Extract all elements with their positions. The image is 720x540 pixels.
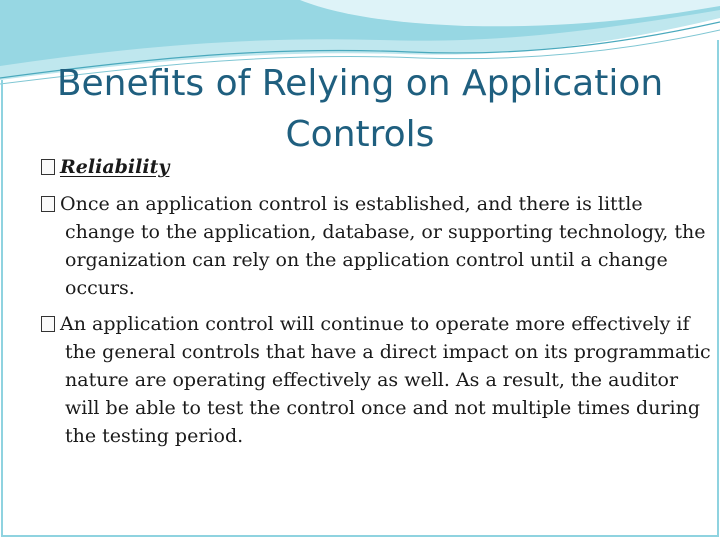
square-bullet-icon [41, 316, 55, 332]
bullet-paragraph-2 [41, 310, 715, 450]
bullet-text-2: An application control will continue to operate more effectively if the general controls that have a direct impact on its programmatic nature are operating effectively as well. As a result, the auditor will be able to test the control once and not multiple times during the testing period. [60, 313, 711, 447]
square-bullet-icon [41, 159, 55, 175]
section-heading-text: Reliability [60, 156, 170, 178]
square-bullet-icon [41, 196, 55, 212]
bullet-paragraph-1 [41, 190, 715, 302]
slide-title: Benefits of Relying on Application Controls [56, 63, 664, 155]
section-heading [41, 156, 169, 178]
bullet-text-1: Once an application control is established, and there is little change to the application, database, or supporting technology, the organization can rely on the application control until a change occurs. [60, 193, 706, 299]
